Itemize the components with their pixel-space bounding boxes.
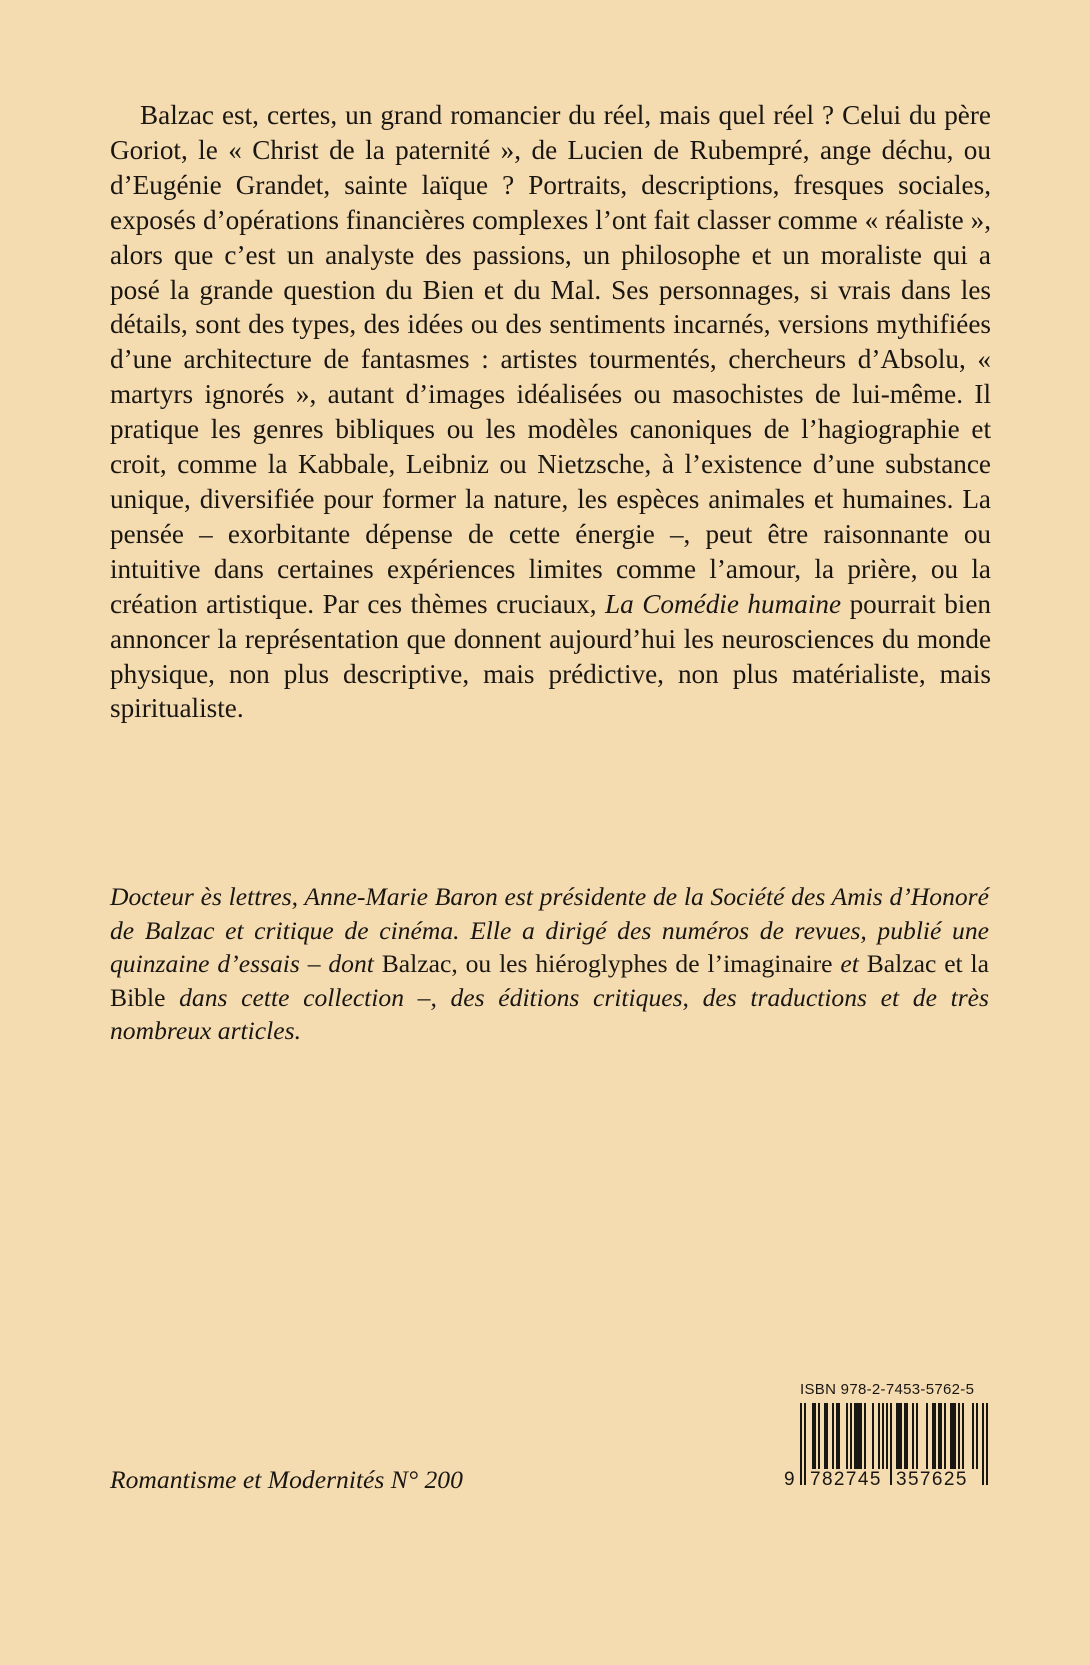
barcode-bar xyxy=(800,1403,802,1485)
summary-line: Celui du père Goriot, le « Christ de la paternité », de Lucien de xyxy=(110,100,991,165)
summary-line: expériences limites comme l’amour, la prière, ou la création xyxy=(110,553,991,619)
barcode-left-digits: 782745 xyxy=(810,1469,882,1490)
barcode-bar xyxy=(832,1403,834,1469)
barcode-bar xyxy=(824,1403,828,1469)
summary-line: que c’est un analyste des passions, un philosophe et un moraliste xyxy=(174,239,922,270)
book-title: Balzac et la Bible xyxy=(110,949,990,1012)
summary-line: Portraits, descriptions, fresques sociales, exposés d’opérations xyxy=(110,169,992,235)
barcode-bar xyxy=(846,1403,848,1469)
back-cover-summary xyxy=(110,98,991,726)
summary-line: et croit, comme la Kabbale, Leibniz ou Nietzsche, à l’existence xyxy=(110,414,992,480)
work-title: La Comédie humaine xyxy=(605,588,842,619)
summary-line: pourrait xyxy=(841,588,936,619)
barcode-bar xyxy=(976,1403,978,1469)
barcode-bar xyxy=(962,1403,964,1469)
barcode-bar xyxy=(818,1403,820,1469)
bio-text: Docteur ès lettres, Anne-Marie Baron est présidente de la Société des Amis d’Honoré de Balzac et critique de cinéma. Elle a dirigé des numéros de revues, publié une quinzaine d’essais – dont xyxy=(110,882,989,979)
barcode-bar xyxy=(872,1403,874,1469)
summary-line: prédictive, non plus matérialiste, mais spiritualiste. xyxy=(110,658,992,724)
barcode-bar xyxy=(926,1403,928,1469)
barcode-bar xyxy=(972,1403,974,1469)
summary-line: incarnés, versions mythifiées d’une architecture de fantasmes : xyxy=(110,309,991,375)
barcode-bar xyxy=(886,1403,888,1469)
barcode-bar xyxy=(904,1403,908,1469)
isbn-barcode xyxy=(783,1381,989,1491)
barcode-bar xyxy=(950,1403,956,1469)
summary-line: si vrais dans les détails, sont des types, des idées ou des sentiments xyxy=(110,274,991,340)
barcode-bar xyxy=(986,1403,988,1485)
barcode-bar xyxy=(944,1403,946,1469)
summary-line: Rubempré, ange déchu, ou d’Eugénie Grandet, sainte laïque ? xyxy=(110,134,991,200)
collection-name: Romantisme et Modernités N° 200 xyxy=(110,1465,463,1494)
barcode-bar xyxy=(804,1403,806,1485)
barcode-bar xyxy=(890,1403,892,1485)
barcode-lead-digit: 9 xyxy=(784,1469,795,1490)
summary-line: financières complexes l’ont fait classer comme « réaliste », alors xyxy=(110,204,991,270)
summary-line: artistique. Par ces thèmes cruciaux, xyxy=(206,588,606,619)
barcode-bar xyxy=(982,1403,984,1485)
summary-line: autant d’images idéalisées ou masochistes de lui-même. Il pratique xyxy=(110,379,992,445)
summary-line: artistes tourmentés, chercheurs d’Absolu, « martyrs ignorés », xyxy=(110,344,992,410)
summary-line: d’une substance unique, diversifiée pour former la nature, les xyxy=(110,449,991,514)
barcode-bar xyxy=(916,1403,918,1469)
barcode-bar xyxy=(864,1403,866,1469)
isbn-label: ISBN 978-2-7453-5762-5 xyxy=(800,1381,975,1398)
author-bio xyxy=(110,880,989,1048)
summary-line: espèces animales et humaines. La pensée – exorbitante dépense de xyxy=(110,483,991,549)
barcode-bar xyxy=(932,1403,936,1469)
barcode-bar xyxy=(958,1403,960,1469)
barcode-bar xyxy=(836,1403,840,1469)
summary-line: cette énergie –, peut être raisonnante ou intuitive dans certaines xyxy=(110,518,992,584)
summary-line: neurosciences du monde physique, non plus descriptive, mais xyxy=(110,623,992,689)
bio-text: dans cette collection –, des éditions critiques, des traductions et de très nombreux articles. xyxy=(110,982,989,1046)
barcode-bar xyxy=(912,1403,914,1469)
barcode-bar xyxy=(938,1403,942,1469)
bio-text: et xyxy=(832,949,867,979)
barcode-bar xyxy=(854,1403,862,1469)
barcode-right-digits: 357625 xyxy=(896,1469,968,1490)
barcode-bar xyxy=(812,1403,816,1469)
summary-line: Balzac est, certes, un grand romancier du réel, mais quel réel ? xyxy=(140,100,835,130)
barcode-bar xyxy=(850,1403,852,1469)
summary-line: bien annoncer la représentation que donnent aujourd’hui les xyxy=(110,588,991,654)
barcode-bar xyxy=(882,1403,884,1469)
book-title: Balzac, ou les hiéroglyphes de l’imaginaire xyxy=(381,949,833,979)
barcode-bar xyxy=(878,1403,880,1469)
summary-line: les genres bibliques ou les modèles canoniques de l’hagiographie xyxy=(210,414,960,445)
summary-line: qui a posé la grande question du Bien et du Mal. Ses personnages, xyxy=(110,239,991,305)
